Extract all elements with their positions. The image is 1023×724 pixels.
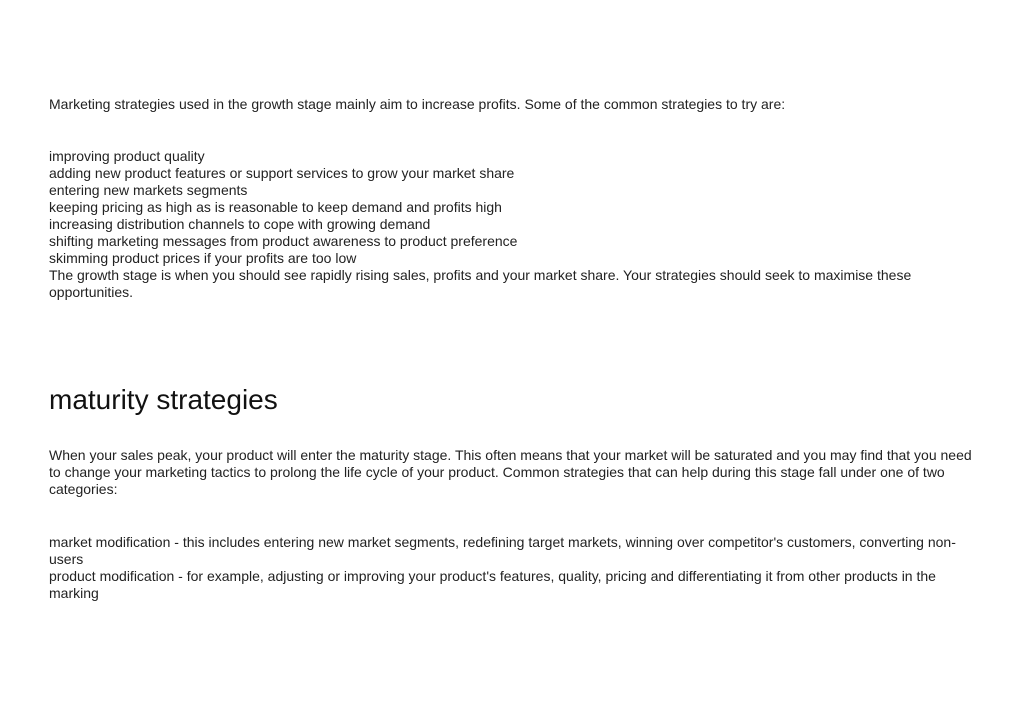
list-item: skimming product prices if your profits are too low [49,250,357,266]
growth-intro-paragraph: Marketing strategies used in the growth stage mainly aim to increase profits. Some of the common strategies to try are: [49,96,786,112]
list-item: product modification - for example, adjusting or improving your product's features, quality, pricing and differentiating it from other products in the marking [49,568,936,601]
list-item: improving product quality [49,148,205,164]
maturity-strategies-list [49,534,974,602]
list-item: adding new product features or support services to grow your market share [49,165,515,181]
maturity-heading: maturity strategies [49,384,278,415]
list-item: entering new markets segments [49,182,248,198]
list-item: market modification - this includes entering new market segments, redefining target markets, winning over competitor's customers, converting non-users [49,534,956,567]
list-item: keeping pricing as high as is reasonable to keep demand and profits high [49,199,502,215]
growth-summary-paragraph: The growth stage is when you should see rapidly rising sales, profits and your market share. Your strategies should seek to maximise these opportunities. [49,267,912,300]
maturity-intro-paragraph: When your sales peak, your product will enter the maturity stage. This often means that your market will be saturated and you may find that you need to change your marketing tactics to prolong the life cycle of your product. Common strategies that can help during this stage fall under one of two categories: [49,447,972,497]
list-item: increasing distribution channels to cope with growing demand [49,216,431,232]
growth-strategies-list [49,148,979,301]
list-item: shifting marketing messages from product awareness to product preference [49,233,518,249]
